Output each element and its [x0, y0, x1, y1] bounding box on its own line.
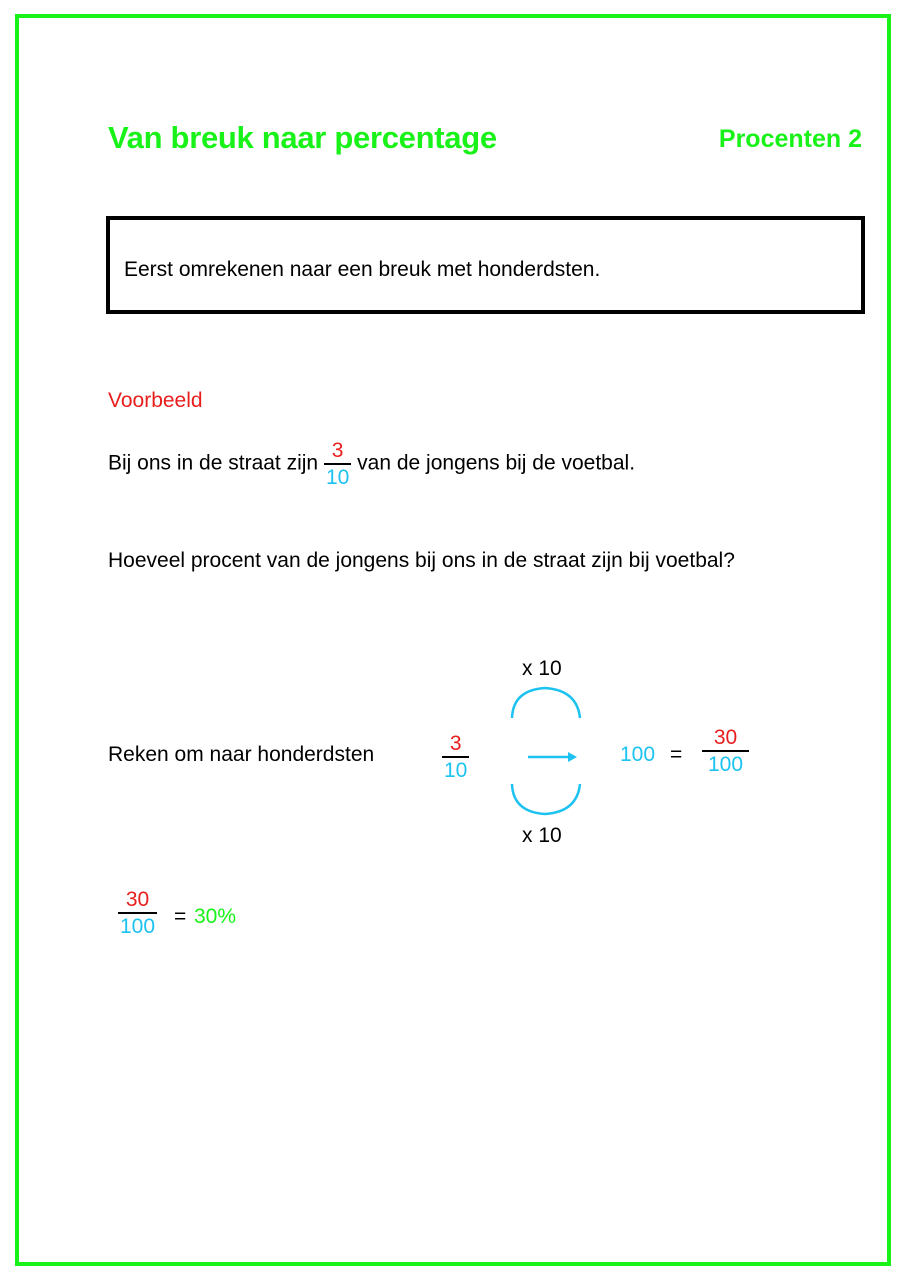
conversion-equals: =: [670, 743, 683, 766]
sentence-before: Bij ons in de straat zijn: [108, 451, 319, 475]
example-fraction: [324, 440, 351, 488]
rule-text: Eerst omrekenen naar een breuk met honderdsten.: [124, 258, 601, 281]
fraction-numerator: 3: [331, 439, 344, 462]
result-denominator-label: 100: [620, 743, 656, 766]
result-fraction: [118, 889, 157, 937]
rule-box: [106, 216, 865, 314]
bottom-factor-label: x 10: [522, 824, 562, 847]
chapter-label: Procenten 2: [718, 125, 862, 153]
page-title: Van breuk naar percentage: [108, 120, 497, 155]
sentence-after: van de jongens bij de voetbal.: [357, 451, 636, 475]
conversion-to-fraction: [702, 727, 749, 775]
example-question: Hoeveel procent van de jongens bij ons in de straat zijn bij voetbal?: [108, 549, 735, 572]
to-numerator: 30: [713, 726, 738, 749]
from-denominator: 10: [442, 756, 469, 781]
result-equals: =: [174, 905, 187, 928]
result-denominator: 100: [118, 912, 157, 937]
to-denominator: 100: [702, 750, 749, 775]
conversion-from-fraction: [442, 733, 469, 781]
from-numerator: 3: [449, 732, 462, 755]
top-factor-label: x 10: [522, 657, 562, 680]
result-numerator: 30: [125, 888, 150, 911]
conversion-arrows: [500, 680, 600, 820]
result-percentage: 30%: [194, 905, 237, 928]
conversion-label: Reken om naar honderdsten: [108, 743, 375, 766]
top-arc-icon: [512, 688, 580, 718]
example-sentence: [108, 440, 635, 488]
fraction-denominator: 10: [324, 463, 351, 488]
bottom-arc-icon: [512, 784, 580, 814]
example-label: Voorbeeld: [108, 389, 203, 412]
arrow-right-icon: [568, 752, 577, 762]
page-border: [15, 14, 891, 1266]
